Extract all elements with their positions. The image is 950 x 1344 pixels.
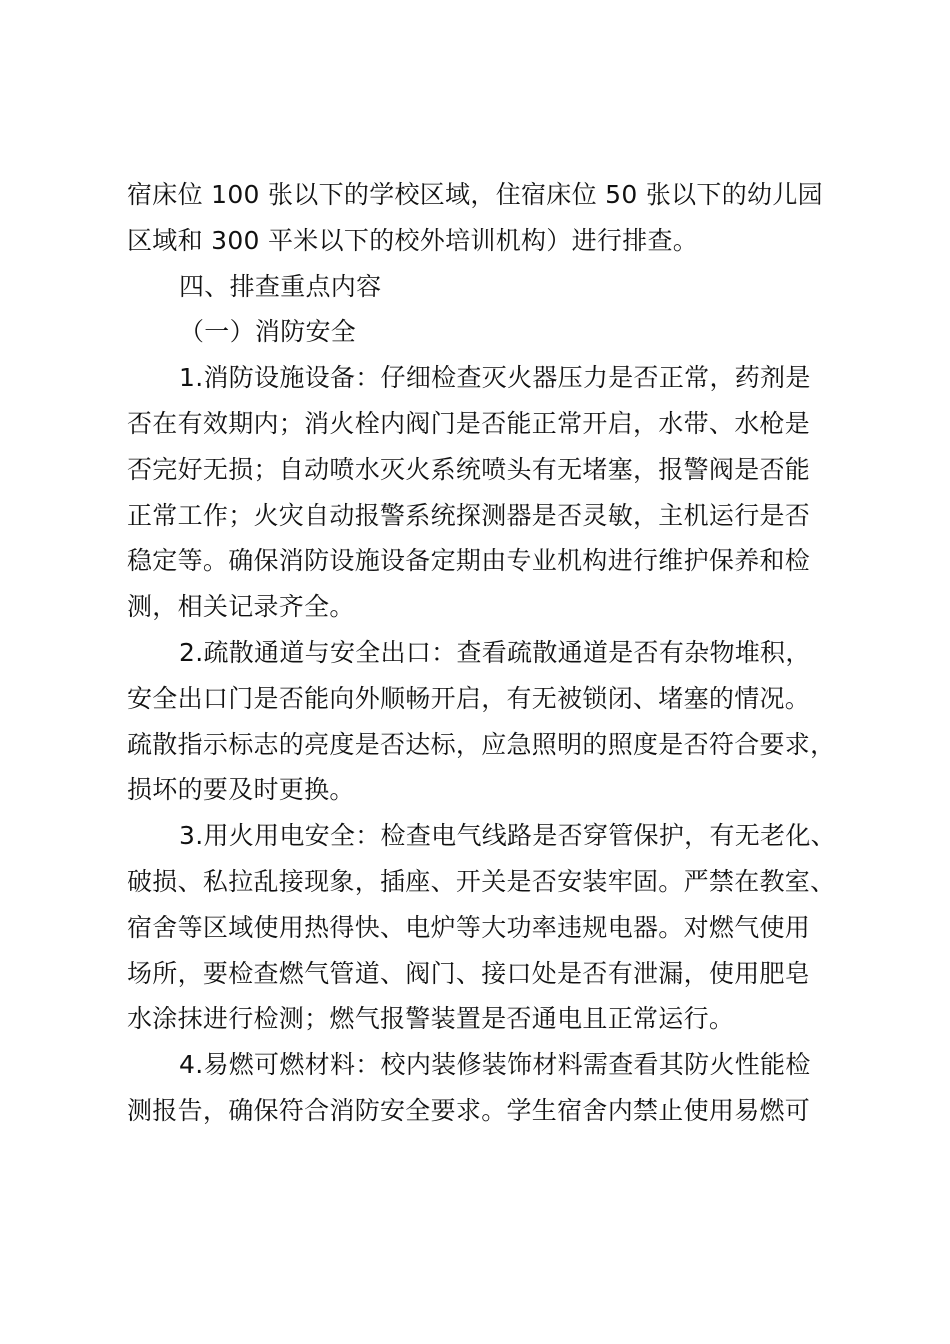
- body-text-line: 否在有效期内；消火栓内阀门是否能正常开启，水带、水枪是: [127, 408, 811, 438]
- body-text-line: 否完好无损；自动喷水灭火系统喷头有无堵塞，报警阀是否能: [127, 454, 811, 484]
- body-text-line: 损坏的要及时更换。: [127, 775, 355, 805]
- body-text-line: 安全出口门是否能向外顺畅开启，有无被锁闭、堵塞的情况。: [127, 683, 811, 713]
- paragraph-start-line: 4.易燃可燃材料：校内装修装饰材料需查看其防火性能检: [179, 1050, 811, 1080]
- subsection-heading: （一）消防安全: [179, 317, 357, 347]
- body-text-line: 宿舍等区域使用热得快、电炉等大功率违规电器。对燃气使用: [127, 912, 811, 942]
- body-text-line: 稳定等。确保消防设施设备定期由专业机构进行维护保养和检: [127, 546, 811, 576]
- body-text-line: 场所，要检查燃气管道、阀门、接口处是否有泄漏，使用肥皂: [127, 958, 811, 988]
- body-text-line: 疏散指示标志的亮度是否达标，应急照明的照度是否符合要求，: [127, 729, 836, 759]
- body-text-line: 破损、私拉乱接现象，插座、开关是否安装牢固。严禁在教室、: [127, 866, 836, 896]
- body-text-line: 宿床位 100 张以下的学校区域，住宿床位 50 张以下的幼儿园: [127, 180, 823, 209]
- section-heading: 四、排查重点内容: [179, 271, 382, 301]
- body-text-line: 正常工作；火灾自动报警系统探测器是否灵敏，主机运行是否: [127, 500, 811, 530]
- paragraph-start-line: 3.用火用电安全：检查电气线路是否穿管保护，有无老化、: [179, 821, 836, 851]
- paragraph-start-line: 1.消防设施设备：仔细检查灭火器压力是否正常，药剂是: [179, 363, 811, 393]
- body-text-line: 测报告，确保符合消防安全要求。学生宿舍内禁止使用易燃可: [127, 1095, 811, 1125]
- body-text-line: 水涂抹进行检测；燃气报警装置是否通电且正常运行。: [127, 1004, 735, 1034]
- document-body: [127, 172, 862, 1134]
- paragraph-start-line: 2.疏散通道与安全出口：查看疏散通道是否有杂物堆积，: [179, 637, 811, 667]
- body-text-line: 测，相关记录齐全。: [127, 592, 355, 622]
- body-text-line: 区域和 300 平米以下的校外培训机构）进行排查。: [127, 225, 699, 255]
